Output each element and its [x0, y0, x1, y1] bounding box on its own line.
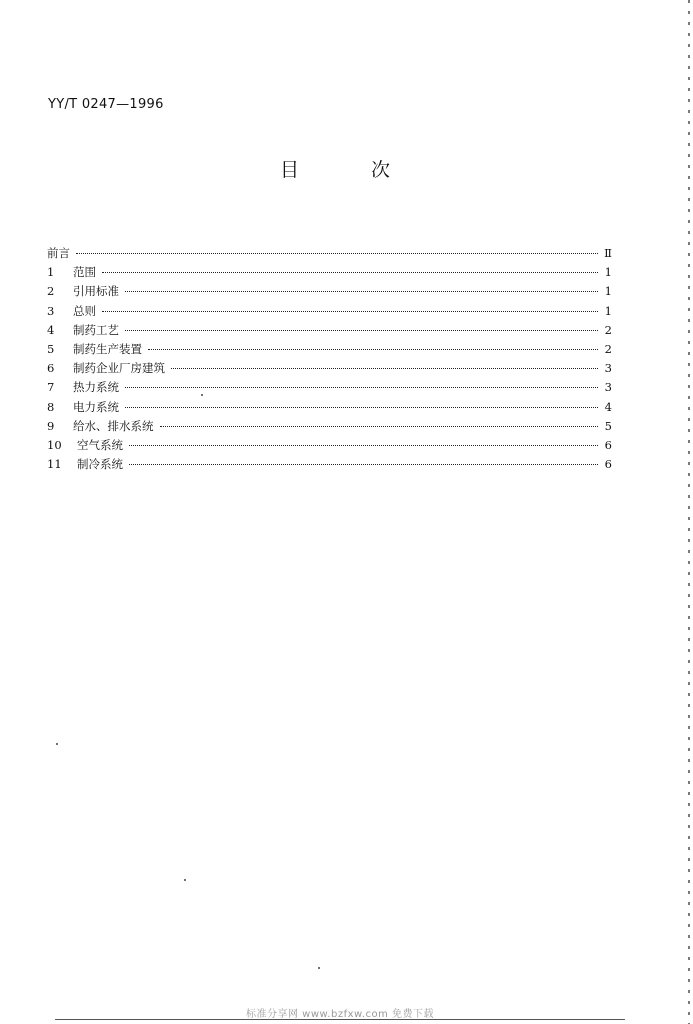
footer-watermark: 标准分享网 www.bzfxw.com 免费下载 — [246, 1009, 434, 1020]
scan-speck — [184, 879, 186, 881]
title-char-right: 次 — [370, 159, 390, 181]
dot-leader — [125, 329, 598, 331]
toc-entry-number: 8 — [47, 399, 55, 414]
toc-entry-page: 6 — [604, 457, 612, 472]
toc-entry-page: 1 — [604, 303, 612, 318]
toc-entry[interactable] — [47, 417, 612, 436]
toc-entry-number: 9 — [47, 418, 55, 433]
toc-entry-page: 3 — [604, 361, 612, 376]
toc-entry[interactable] — [47, 340, 612, 359]
dot-leader — [102, 310, 598, 312]
toc-entry-label: 制冷系统 — [77, 457, 123, 472]
toc-entry-number: 10 — [47, 437, 62, 452]
dot-leader — [171, 367, 598, 369]
toc-entry-label: 范围 — [73, 265, 96, 280]
toc-entry[interactable] — [47, 436, 612, 455]
toc-entry[interactable] — [47, 282, 612, 301]
toc-entry-page: 6 — [604, 437, 612, 452]
page-title — [280, 155, 390, 182]
toc-entry-label: 热力系统 — [73, 380, 119, 395]
dot-leader — [125, 386, 598, 388]
toc-entry-page: 1 — [604, 284, 612, 299]
toc-entry-number: 4 — [47, 322, 55, 337]
toc-entry-page: Ⅱ — [604, 246, 612, 260]
toc-entry[interactable] — [47, 359, 612, 378]
toc-entry-label: 电力系统 — [73, 399, 119, 414]
toc-entry-page: 2 — [604, 341, 612, 356]
dot-leader — [129, 463, 598, 465]
toc-entry[interactable] — [47, 321, 612, 340]
dot-leader — [148, 348, 598, 350]
toc-entry-number: 2 — [47, 284, 55, 299]
scan-edge-mark — [688, 0, 690, 1024]
toc-entry-number: 5 — [47, 341, 55, 356]
dot-leader — [129, 444, 598, 446]
toc-entry-number: 3 — [47, 303, 55, 318]
toc-entry-number: 11 — [47, 457, 62, 472]
toc-entry-number: 7 — [47, 380, 55, 395]
toc-entry-label: 前言 — [47, 246, 70, 260]
toc-entry-label: 总则 — [73, 303, 96, 318]
toc-entry-foreword[interactable] — [47, 244, 612, 263]
toc-entry-page: 3 — [604, 380, 612, 395]
toc-entry-page: 2 — [604, 322, 612, 337]
toc-entry-label: 给水、排水系统 — [73, 418, 154, 433]
scan-speck — [318, 967, 320, 969]
dot-leader — [125, 290, 598, 292]
toc-entry-label: 空气系统 — [77, 437, 123, 452]
toc-entry[interactable] — [47, 378, 612, 397]
toc-entry-page: 5 — [604, 418, 612, 433]
toc-entry-page: 4 — [604, 399, 612, 414]
dot-leader — [102, 271, 598, 273]
dot-leader — [76, 252, 598, 254]
toc-entry[interactable] — [47, 263, 612, 282]
toc-entry-page: 1 — [604, 265, 612, 280]
toc-entry[interactable] — [47, 455, 612, 474]
toc-entry-label: 引用标准 — [73, 284, 119, 299]
footer-rule — [55, 1019, 625, 1020]
title-char-left: 目 — [280, 159, 300, 181]
dot-leader — [160, 425, 599, 427]
table-of-contents — [47, 244, 612, 474]
scan-speck — [56, 743, 58, 745]
standard-number: YY/T 0247—1996 — [48, 97, 164, 112]
toc-entry-number: 1 — [47, 265, 55, 280]
toc-entry-label: 制药生产装置 — [73, 341, 142, 356]
toc-entry[interactable] — [47, 398, 612, 417]
scan-speck — [201, 394, 203, 396]
dot-leader — [125, 406, 598, 408]
toc-entry-number: 6 — [47, 361, 55, 376]
toc-entry[interactable] — [47, 302, 612, 321]
toc-entry-label: 制药企业厂房建筑 — [73, 361, 165, 376]
toc-entry-label: 制药工艺 — [73, 322, 119, 337]
